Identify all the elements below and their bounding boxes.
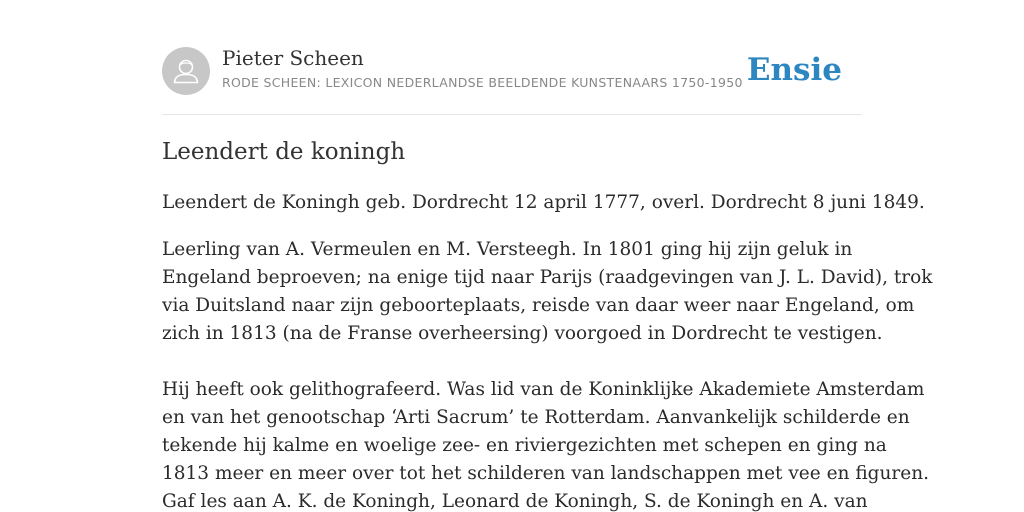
article-paragraph (162, 376, 930, 512)
paragraph-line: en van het genootschap ‘Arti Sacrum’ te Rotterdam. Aanvankelijk schilderde en (162, 407, 910, 428)
paragraph-line: Hij heeft ook gelithografeerd. Was lid van de Koninklijke Akademiete Amsterdam (162, 379, 925, 400)
paragraph-line: 1813 meer en meer over tot het schilderen van landschappen met vee en figuren. (162, 463, 930, 484)
article-title: Leendert de koningh (162, 139, 406, 165)
paragraph-line: Gaf les aan A. K. de Koningh, Leonard de Koningh, S. de Koningh en A. van (162, 491, 868, 512)
paragraph-line: Engeland beproeven; na enige tijd naar Parijs (raadgevingen van J. L. David), trok (162, 267, 933, 288)
article-lead: Leendert de Koningh geb. Dordrecht 12 april 1777, overl. Dordrecht 8 juni 1849. (162, 192, 925, 213)
article-body (162, 135, 933, 512)
paragraph-line: Leerling van A. Vermeulen en M. Versteegh. In 1801 ging hij zijn geluk in (162, 239, 853, 260)
brand-logo[interactable]: Ensie (746, 52, 842, 88)
paragraph-line: zich in 1813 (na de Franse overheersing) voorgoed in Dordrecht te vestigen. (162, 323, 883, 344)
article-header (162, 46, 862, 115)
article-paragraph (162, 236, 933, 348)
author-name[interactable]: Pieter Scheen (222, 46, 364, 70)
paragraph-line: via Duitsland naar zijn geboorteplaats, reisde van daar weer naar Engeland, om (162, 295, 915, 316)
author-avatar[interactable] (162, 47, 210, 95)
paragraph-line: tekende hij kalme en woelige zee- en riviergezichten met schepen en ging na (162, 435, 887, 456)
user-icon (162, 47, 210, 95)
source-label[interactable]: RODE SCHEEN: LEXICON NEDERLANDSE BEELDENDE KUNSTENAARS 1750-1950 (222, 75, 743, 90)
